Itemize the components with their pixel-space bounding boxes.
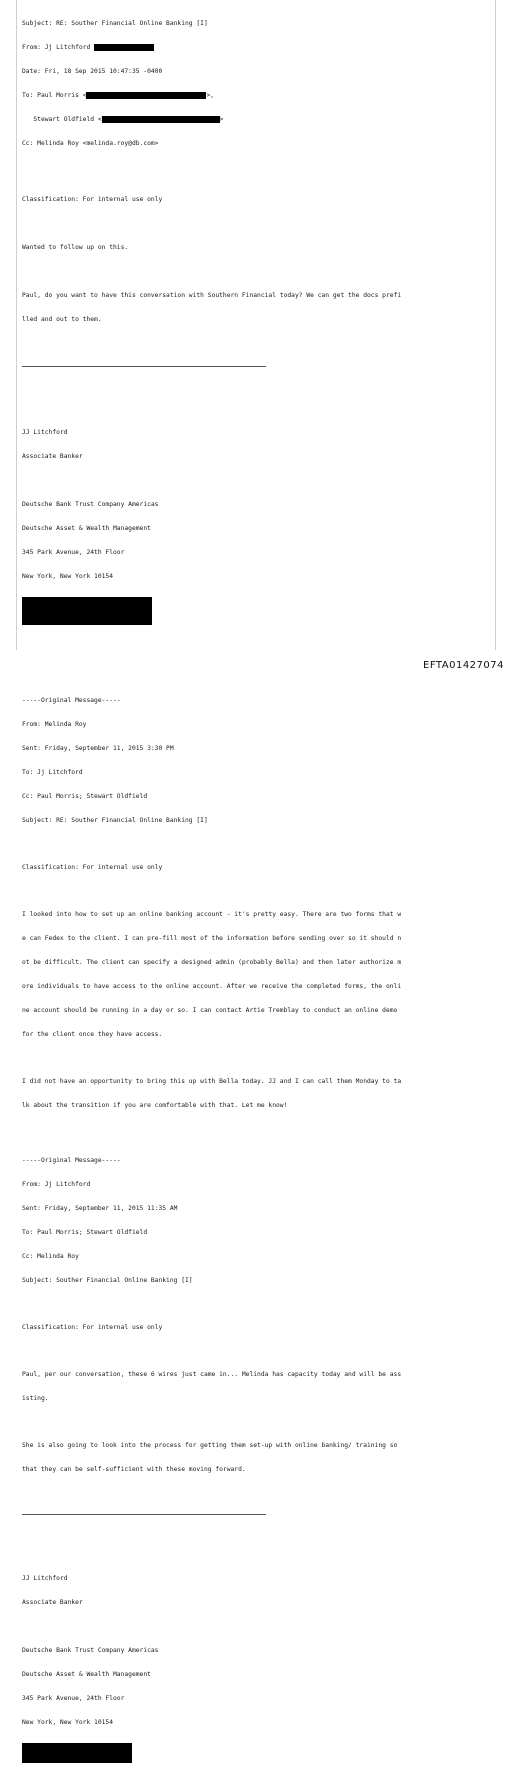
signature-org: Deutsche Asset & Wealth Management xyxy=(22,525,151,532)
original-message-marker: -----Original Message----- xyxy=(22,697,121,704)
original-cc: Cc: Paul Morris; Stewart Oldfield xyxy=(22,793,148,800)
header-to-2: Stewart Oldfield < > xyxy=(22,116,224,123)
redaction-block xyxy=(102,116,220,123)
header-subject: Subject: RE: Souther Financial Online Banking [I] xyxy=(22,20,208,27)
original-from: From: Melinda Roy xyxy=(22,721,87,728)
email-document xyxy=(22,4,490,1771)
signature-name: JJ Litchford xyxy=(22,429,68,436)
body-line: I looked into how to set up an online banking account - it's pretty easy. There are two forms that w xyxy=(22,911,402,918)
original-subject: Subject: RE: Souther Financial Online Banking [I] xyxy=(22,817,208,824)
signature-name: JJ Litchford xyxy=(22,1575,68,1582)
original-message-marker: -----Original Message----- xyxy=(22,1157,121,1164)
body-line: for the client once they have access. xyxy=(22,1031,163,1038)
original-to: To: Jj Litchford xyxy=(22,769,83,776)
body-line: She is also going to look into the process for getting them set-up with online banking/ training so xyxy=(22,1442,398,1449)
header-date: Date: Fri, 18 Sep 2015 10:47:35 -0400 xyxy=(22,68,163,75)
signature-address: 345 Park Avenue, 24th Floor xyxy=(22,549,125,556)
classification-label: Classification: For internal use only xyxy=(22,864,163,871)
body-line: lk about the transition if you are comfortable with that. Let me know! xyxy=(22,1102,288,1109)
signature-org: Deutsche Bank Trust Company Americas xyxy=(22,1647,159,1654)
body-line: lled and out to them. xyxy=(22,316,102,323)
body-line: ot be difficult. The client can specify a designed admin (probably Bella) and then later authorize m xyxy=(22,959,402,966)
original-to: To: Paul Morris; Stewart Oldfield xyxy=(22,1229,148,1236)
redaction-block xyxy=(22,1743,132,1763)
redaction-block xyxy=(86,92,206,99)
original-sent: Sent: Friday, September 11, 2015 3:30 PM xyxy=(22,745,174,752)
original-subject: Subject: Souther Financial Online Banking [I] xyxy=(22,1277,193,1284)
header-cc: Cc: Melinda Roy <melinda.roy@db.com> xyxy=(22,140,159,147)
signature-address: New York, New York 10154 xyxy=(22,1719,113,1726)
body-line: isting. xyxy=(22,1395,49,1402)
redaction-block xyxy=(94,44,154,51)
body-line: Wanted to follow up on this. xyxy=(22,244,129,251)
body-line: I did not have an opportunity to bring this up with Bella today. JJ and I can call them Monday to ta xyxy=(22,1078,402,1085)
signature-org: Deutsche Bank Trust Company Americas xyxy=(22,501,159,508)
body-line: that they can be self-sufficient with these moving forward. xyxy=(22,1466,246,1473)
body-line: ore individuals to have access to the online account. After we receive the completed forms, the onli xyxy=(22,983,402,990)
document-id-footer: EFTA01427074 xyxy=(423,660,504,671)
original-sent: Sent: Friday, September 11, 2015 11:35 AM xyxy=(22,1205,178,1212)
redaction-block xyxy=(22,597,152,625)
header-from: From: Jj Litchford xyxy=(22,44,490,52)
body-line: Paul, do you want to have this conversation with Southern Financial today? We can get the docs prefi xyxy=(22,292,402,299)
classification-label: Classification: For internal use only xyxy=(22,1324,163,1331)
signature-org: Deutsche Asset & Wealth Management xyxy=(22,1671,151,1678)
signature-title: Associate Banker xyxy=(22,453,83,460)
header-to: To: Paul Morris < >, xyxy=(22,92,215,99)
body-line: Paul, per our conversation, these 6 wires just came in... Melinda has capacity today and will be ass xyxy=(22,1371,402,1378)
classification-label: Classification: For internal use only xyxy=(22,196,163,203)
signature-divider xyxy=(22,366,266,367)
body-line: ne account should be running in a day or so. I can contact Artie Tremblay to conduct an online demo xyxy=(22,1007,398,1014)
original-from: From: Jj Litchford xyxy=(22,1181,91,1188)
body-line: e can Fedex to the client. I can pre-fill most of the information before sending over so it should n xyxy=(22,935,402,942)
signature-address: 345 Park Avenue, 24th Floor xyxy=(22,1695,125,1702)
signature-title: Associate Banker xyxy=(22,1599,83,1606)
signature-divider xyxy=(22,1514,266,1515)
signature-address: New York, New York 10154 xyxy=(22,573,113,580)
original-cc: Cc: Melinda Roy xyxy=(22,1253,79,1260)
